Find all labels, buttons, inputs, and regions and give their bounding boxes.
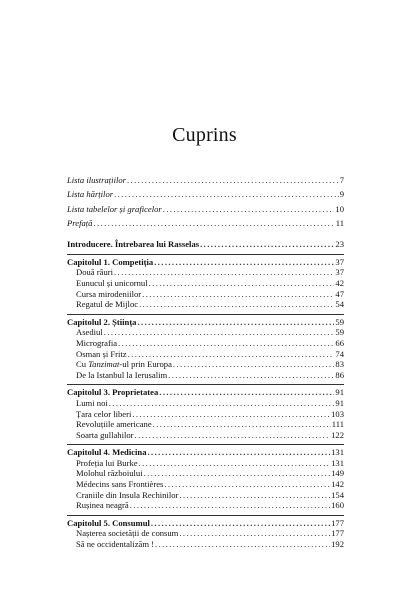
section-page: 74 <box>335 348 344 359</box>
toc-section[interactable] <box>67 359 344 370</box>
toc-section[interactable] <box>67 458 344 469</box>
section-label: Molohul războiului <box>76 468 143 479</box>
section-label: Revoluțiile americane <box>76 419 152 430</box>
section-page: 66 <box>335 337 344 348</box>
section-page: 154 <box>331 489 344 500</box>
toc-section[interactable] <box>67 278 344 289</box>
dot-leader <box>148 447 331 457</box>
toc-section[interactable] <box>67 370 344 381</box>
dot-leader <box>93 218 334 228</box>
dot-leader <box>130 500 330 510</box>
toc-section[interactable] <box>67 500 344 511</box>
section-page: 37 <box>335 267 344 278</box>
chapter-label: Capitolul 2. Știința <box>67 316 137 327</box>
toc-chapter-5[interactable] <box>67 518 344 529</box>
divider <box>67 384 344 385</box>
section-label <box>76 359 172 369</box>
toc-entry-list-of-maps[interactable] <box>67 189 344 203</box>
toc-section[interactable] <box>67 479 344 490</box>
toc-entry-label: Prefață <box>67 217 93 228</box>
dot-leader <box>159 387 334 397</box>
toc-section[interactable] <box>67 430 344 441</box>
toc-section[interactable] <box>67 490 344 501</box>
section-page: 160 <box>331 500 344 511</box>
chapter-label: Capitolul 1. Competiția <box>67 256 154 267</box>
section-label-prefix: Cu <box>76 359 89 370</box>
toc-entry-page: 10 <box>335 203 344 214</box>
section-label: Asediul <box>76 327 103 338</box>
toc-chapter-4[interactable] <box>67 447 344 458</box>
section-label: Cursa mirodeniilor <box>76 288 142 299</box>
toc-section[interactable] <box>67 299 344 310</box>
dot-leader <box>142 289 334 299</box>
toc-section[interactable] <box>67 468 344 479</box>
dot-leader <box>118 338 334 348</box>
divider <box>67 515 344 516</box>
toc-chapter-1[interactable] <box>67 257 344 268</box>
toc-section[interactable] <box>67 419 344 430</box>
toc-entry-list-of-tables[interactable] <box>67 204 344 218</box>
section-page: 111 <box>331 419 344 430</box>
section-label: Două râuri <box>76 267 113 278</box>
dot-leader <box>164 479 330 489</box>
toc-entry-list-of-illustrations[interactable] <box>67 175 344 189</box>
dot-leader <box>168 370 334 380</box>
toc-entry-page: 9 <box>339 189 344 200</box>
section-label: Osman și Fritz <box>76 348 127 359</box>
section-page: 192 <box>331 539 344 550</box>
toc-entry-page: 7 <box>339 175 344 185</box>
chapter-page: 59 <box>335 316 344 327</box>
section-page: 91 <box>335 397 344 408</box>
toc-section[interactable] <box>67 349 344 360</box>
dot-leader <box>179 490 330 500</box>
dot-leader <box>104 327 335 337</box>
dot-leader <box>149 278 335 288</box>
page-title: Cuprins <box>172 124 237 146</box>
section-page: 47 <box>335 288 344 299</box>
toc-entry-label: Introducere. Întrebarea lui Rasselas <box>67 239 200 250</box>
dot-leader <box>200 239 334 249</box>
dot-leader <box>137 317 334 327</box>
dot-leader <box>139 458 331 468</box>
chapter-page: 37 <box>335 256 344 267</box>
section-page: 59 <box>335 327 344 338</box>
dot-leader <box>179 528 330 538</box>
dot-leader <box>127 175 339 185</box>
dot-leader <box>109 398 335 408</box>
dot-leader <box>173 359 334 369</box>
section-label-suffix: -ul prin Europa <box>119 359 172 370</box>
dot-leader <box>144 468 331 478</box>
section-label-emphasis: Tanzimat <box>88 359 120 370</box>
chapter-label: Capitolul 3. Proprietatea <box>67 387 159 398</box>
section-page: 142 <box>331 479 344 490</box>
dot-leader <box>163 204 335 214</box>
toc-entry-label: Lista ilustrațiilor <box>67 175 126 185</box>
chapter-page: 131 <box>331 447 344 458</box>
section-page: 131 <box>331 457 344 468</box>
toc-section[interactable] <box>67 528 344 539</box>
divider <box>67 254 344 255</box>
toc-chapter-2[interactable] <box>67 317 344 328</box>
section-page: 42 <box>335 277 344 288</box>
section-page: 103 <box>331 408 344 419</box>
section-label: Rușinea neagră <box>76 500 129 511</box>
section-label: Țara celor liberi <box>76 408 132 419</box>
section-label: De la Istanbul la Ierusalim <box>76 369 168 380</box>
dot-leader <box>139 299 334 309</box>
dot-leader <box>135 430 331 440</box>
toc-entry-label: Lista hărților <box>67 189 114 200</box>
toc-entry-label: Lista tabelelor și graficelor <box>67 203 162 214</box>
toc-section[interactable] <box>67 267 344 278</box>
toc-section[interactable] <box>67 338 344 349</box>
table-of-contents <box>67 175 344 550</box>
toc-chapter-3[interactable] <box>67 387 344 398</box>
toc-section[interactable] <box>67 398 344 409</box>
chapter-label: Capitolul 5. Consumul <box>67 517 150 528</box>
toc-entry-page: 11 <box>335 217 344 228</box>
dot-leader <box>155 539 330 549</box>
dot-leader <box>153 419 331 429</box>
section-page: 177 <box>331 528 344 539</box>
section-page: 54 <box>335 299 344 310</box>
chapter-label: Capitolul 4. Medicina <box>67 447 147 458</box>
chapter-page: 177 <box>331 517 344 528</box>
section-page: 122 <box>331 429 344 440</box>
chapter-page: 91 <box>335 387 344 398</box>
dot-leader <box>114 267 334 277</box>
dot-leader <box>151 518 330 528</box>
section-label: Eunucul și unicornul <box>76 277 148 288</box>
toc-entry-page: 23 <box>335 239 344 250</box>
section-page: 83 <box>335 359 344 370</box>
dot-leader <box>128 349 335 359</box>
section-page: 149 <box>331 468 344 479</box>
section-label: Soarta gullahilor <box>76 429 134 440</box>
divider <box>67 314 344 315</box>
dot-leader <box>154 257 334 267</box>
toc-section[interactable] <box>67 409 344 420</box>
divider <box>67 444 344 445</box>
section-label: Médecins sans Frontières <box>76 479 164 490</box>
dot-leader <box>114 189 339 199</box>
section-label: Micrografia <box>76 337 118 348</box>
section-label: Regatul de Mijloc <box>76 299 139 310</box>
toc-entry-introduction[interactable] <box>67 239 344 250</box>
section-label: Profeția lui Burke <box>76 457 138 468</box>
section-label: Craniile din Insula Rechinilor <box>76 489 179 500</box>
toc-section[interactable] <box>67 539 344 550</box>
section-label: Lumi noi <box>76 397 108 408</box>
toc-section[interactable] <box>67 327 344 338</box>
dot-leader <box>132 409 330 419</box>
toc-section[interactable] <box>67 289 344 300</box>
section-page: 86 <box>335 369 344 380</box>
section-label: Să ne occidentalizăm ! <box>76 539 155 550</box>
toc-entry-preface[interactable] <box>67 218 344 232</box>
section-label: Nașterea societății de consum <box>76 528 179 539</box>
